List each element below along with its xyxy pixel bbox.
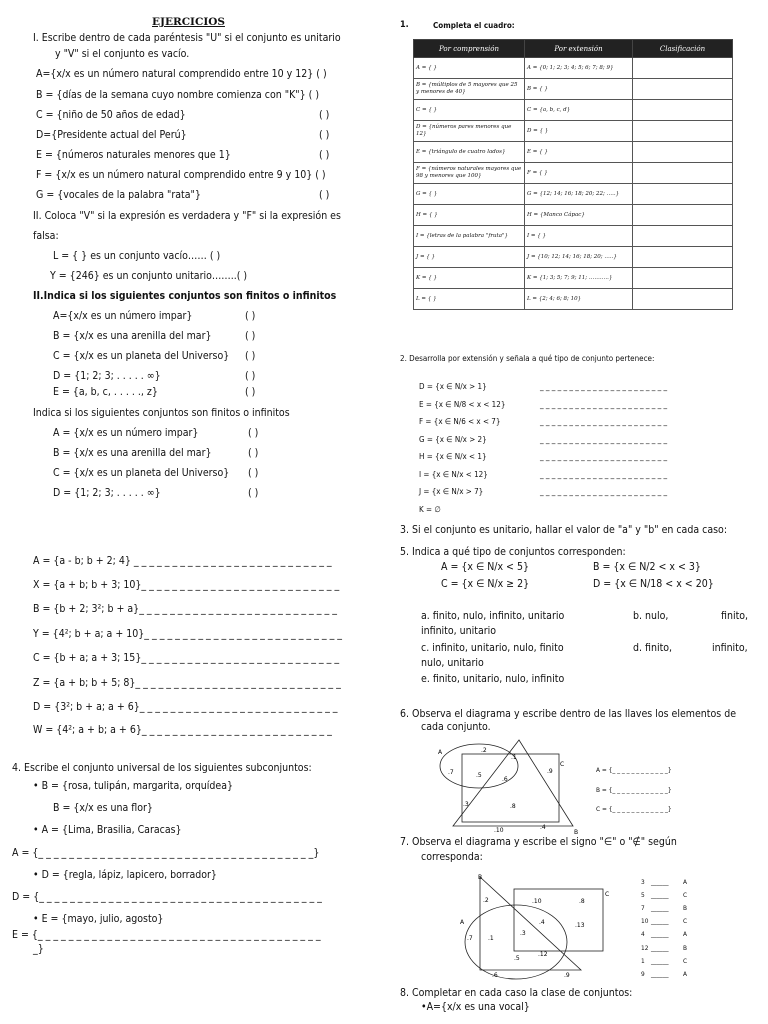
membership-number: 4 <box>641 930 645 939</box>
membership-number: 9 <box>641 969 645 978</box>
section-3-heading: II.Indica si los siguientes conjuntos son finitos o infinitos <box>33 290 337 302</box>
question-6-heading: 6. Observa el diagrama y escribe dentro de las llaves los elementos de <box>400 708 737 720</box>
section-3b-heading: Indica si los siguientes conjuntos son finitos o infinitos <box>33 407 290 419</box>
membership-set: C <box>683 891 688 900</box>
page-title: EJERCICIOS <box>152 16 225 28</box>
label-c: C <box>605 891 610 898</box>
table-header: Por extensión <box>525 40 633 58</box>
section-2-heading-cont: falsa: <box>33 230 59 242</box>
table-row <box>414 100 733 121</box>
option-a[interactable]: a. finito, nulo, infinito, unitario <box>421 610 565 622</box>
table-cell[interactable]: E = { } <box>525 142 633 163</box>
table-cell[interactable]: H = { } <box>414 205 525 226</box>
diagram-element: .13 <box>575 922 585 929</box>
finite-item: E = {a, b, c, . . . . ., z} <box>53 386 158 398</box>
table-cell[interactable]: D = {números pares menores que 12} <box>414 121 525 142</box>
answer-paren[interactable]: ( ) <box>319 189 330 201</box>
diagram-element: .4 <box>540 824 546 831</box>
table-row <box>414 247 733 268</box>
finite-item: A = {x/x es un número impar} <box>53 427 199 439</box>
membership-number: 3 <box>641 878 645 886</box>
membership-set: C <box>683 917 688 926</box>
finite-item: C = {x/x es un planeta del Universo} <box>53 467 230 479</box>
answer-line[interactable]: D = {_ _ _ _ _ _ _ _ _ _ _ _ _ _ _ _ _ _ _ _ _ _ _ _ _ _ _ _ _ _ _ _ _ _ _ _ _ <box>12 891 322 903</box>
table-cell[interactable]: H = {Manco Cápac} <box>525 205 633 226</box>
question-8-item: •A={x/x es una vocal} <box>421 1001 530 1013</box>
option-b-cont: finito, <box>721 610 749 622</box>
set-definition: A = {x ∈ N/x < 5} <box>441 561 529 573</box>
membership-set: A <box>683 878 687 886</box>
venn-diagram-q7 <box>458 872 618 984</box>
table-cell[interactable] <box>633 79 733 100</box>
answer-paren[interactable]: ( ) <box>319 109 330 121</box>
membership-set: C <box>683 956 688 965</box>
table-cell[interactable]: B = {múltiplos de 5 mayores que 25 y menores de 40} <box>414 79 525 100</box>
membership-number: 5 <box>641 891 645 900</box>
set-definition: C = {x ∈ N/x ≥ 2} <box>441 578 530 590</box>
set-definition: D = {x ∈ N/x > 1} <box>419 382 487 391</box>
section-2-heading: II. Coloca "V" si la expresión es verdadera y "F" si la expresión es <box>33 210 341 222</box>
diagram-element: .3 <box>520 930 526 937</box>
finite-item: C = {x/x es un planeta del Universo} <box>53 350 230 362</box>
table-row <box>414 226 733 247</box>
diagram-element: .9 <box>564 972 570 979</box>
table-cell[interactable]: A = {0; 1; 2; 3; 4; 5; 6; 7; 8; 9} <box>525 58 633 79</box>
answer-b[interactable]: B = {_ _ _ _ _ _ _ _ _ _ _ _} <box>596 786 672 794</box>
diagram-element: .1 <box>511 754 517 761</box>
diagram-element: .2 <box>481 747 487 754</box>
subset-item: B = {x/x es una flor} <box>53 802 153 814</box>
diagram-element: .10 <box>494 827 504 834</box>
diagram-element: .7 <box>467 935 473 942</box>
answer-paren[interactable]: ( ) <box>245 386 256 398</box>
membership-set: A <box>683 930 687 939</box>
table-cell[interactable]: C = {a, b, c, d} <box>525 100 633 121</box>
equation-line[interactable]: C = {b + a; a + 3; 15}_ _ _ _ _ _ _ _ _ _ _ _ _ _ _ _ _ _ _ _ _ _ _ _ _ _ <box>33 652 340 664</box>
diagram-element: .6 <box>502 776 508 783</box>
membership-number: 7 <box>641 904 645 913</box>
equation-line[interactable]: A = {a - b; b + 2; 4} _ _ _ _ _ _ _ _ _ _ _ _ _ _ _ _ _ _ _ _ _ _ _ _ _ _ <box>33 555 332 567</box>
answer-blank[interactable]: _ _ _ _ _ _ _ _ _ _ _ _ _ _ _ _ _ _ _ _ _ _ <box>540 434 668 444</box>
equation-line[interactable]: Y = {4²; b + a; a + 10}_ _ _ _ _ _ _ _ _ _ _ _ _ _ _ _ _ _ _ _ _ _ _ _ _ _ <box>33 628 343 640</box>
set-c-rect <box>514 889 603 951</box>
option-b[interactable]: b. nulo, <box>633 610 669 622</box>
table-cell[interactable]: I = { } <box>525 226 633 247</box>
table-cell[interactable] <box>633 268 733 289</box>
table-cell[interactable]: G = {12; 14; 16; 18; 20; 22; …..} <box>525 184 633 205</box>
item-line: C = {niño de 50 años de edad} <box>36 109 186 121</box>
question-5-heading: 5. Indica a qué tipo de conjuntos corresponden: <box>400 546 626 558</box>
table-cell[interactable] <box>633 289 733 310</box>
table-cell[interactable] <box>633 247 733 268</box>
membership-set: A <box>683 969 687 978</box>
finite-item: A={x/x es un número impar} <box>53 310 193 322</box>
subset-item: • E = {mayo, julio, agosto} <box>33 913 164 925</box>
set-definition: H = {x ∈ N/x < 1} <box>419 452 487 461</box>
table-cell[interactable]: F = {números naturales mayores que 98 y menores que 100} <box>414 163 525 184</box>
label-b: B <box>574 829 579 836</box>
set-definition: K = ∅ <box>419 504 441 514</box>
set-definition: J = {x ∈ N/x > 7} <box>419 487 484 496</box>
table-cell[interactable]: L = {2; 4; 6; 8; 10} <box>525 289 633 310</box>
question-7-heading-cont: corresponda: <box>421 851 483 863</box>
answer-blank[interactable]: _ _ _ _ _ _ _ _ _ _ _ _ _ _ _ _ _ _ _ _ _ _ <box>540 382 668 391</box>
set-definition: D = {x ∈ N/18 < x < 20} <box>593 578 714 590</box>
diagram-element: .9 <box>547 768 553 775</box>
table-row <box>414 163 733 184</box>
answer-paren[interactable]: ( ) <box>245 310 256 322</box>
table-cell[interactable]: B = { } <box>525 79 633 100</box>
table-cell[interactable]: D = { } <box>525 121 633 142</box>
membership-number: 1 <box>641 956 645 965</box>
answer-paren[interactable]: ( ) <box>245 350 256 362</box>
table-row <box>414 121 733 142</box>
diagram-element: .12 <box>538 951 548 958</box>
label-b: B <box>478 874 483 881</box>
diagram-element: .6 <box>492 972 498 979</box>
item-line: G = {vocales de la palabra "rata"} <box>36 189 201 201</box>
section-1-heading-cont: y "V" si el conjunto es vacío. <box>55 48 190 60</box>
table-cell[interactable] <box>633 58 733 79</box>
answer-blank[interactable]: _ _ _ _ _ _ _ _ _ _ _ _ _ _ _ _ _ _ _ _ _ _ <box>540 469 668 479</box>
set-definition: G = {x ∈ N/x > 2} <box>419 434 487 444</box>
answer-blank[interactable]: ______ <box>651 904 669 913</box>
diagram-element: .8 <box>510 803 516 810</box>
classification-table <box>413 39 733 310</box>
membership-number: 10 <box>641 917 649 926</box>
table-header: Clasificación <box>633 40 733 58</box>
table-cell[interactable]: L = { } <box>414 289 525 310</box>
label-c: C <box>560 761 565 768</box>
table-cell[interactable] <box>633 142 733 163</box>
table-cell[interactable]: F = { } <box>525 163 633 184</box>
option-c[interactable]: c. infinito, unitario, nulo, finito <box>421 642 564 654</box>
option-d[interactable]: d. finito, <box>633 642 673 654</box>
question-3-heading: 3. Si el conjunto es unitario, hallar el valor de "a" y "b" en cada caso: <box>400 524 728 536</box>
question-1-number: 1. <box>400 20 409 30</box>
finite-item: D = {1; 2; 3; . . . . . ∞} <box>53 370 161 382</box>
equation-line[interactable]: B = {b + 2; 3²; b + a}_ _ _ _ _ _ _ _ _ _ _ _ _ _ _ _ _ _ _ _ _ _ _ _ _ _ <box>33 603 337 615</box>
option-e[interactable]: e. finito, unitario, nulo, infinito <box>421 673 565 685</box>
membership-set: B <box>683 904 688 913</box>
question-2-heading: 2. Desarrolla por extensión y señala a qué tipo de conjunto pertenece: <box>400 354 655 363</box>
answer-paren[interactable]: ( ) <box>248 487 259 499</box>
table-cell[interactable] <box>633 163 733 184</box>
item-line: Y = {246} es un conjunto unitario……..( ) <box>50 270 248 282</box>
table-row <box>414 289 733 310</box>
membership-number: 12 <box>641 943 649 952</box>
diagram-element: .8 <box>579 898 585 905</box>
equation-line[interactable]: Z = {a + b; b + 5; 8}_ _ _ _ _ _ _ _ _ _ _ _ _ _ _ _ _ _ _ _ _ _ _ _ _ _ _ <box>33 677 341 689</box>
diagram-element: .1 <box>488 935 494 942</box>
equation-line[interactable]: X = {a + b; b + 3; 10}_ _ _ _ _ _ _ _ _ _ _ _ _ _ _ _ _ _ _ _ _ _ _ _ _ _ <box>33 579 340 591</box>
table-cell[interactable]: E = {triángulo de cuatro lados} <box>414 142 525 163</box>
diagram-element: .2 <box>483 897 489 904</box>
answer-blank[interactable]: ______ <box>651 930 669 939</box>
equation-line[interactable]: W = {4²; a + b; a + 6}_ _ _ _ _ _ _ _ _ _ _ _ _ _ _ _ _ _ _ _ _ _ _ _ _ <box>33 724 332 736</box>
answer-paren[interactable]: ( ) <box>245 370 256 382</box>
table-cell[interactable]: I = {letras de la palabra "fruta"} <box>414 226 525 247</box>
table-cell[interactable]: J = { } <box>414 247 525 268</box>
answer-paren[interactable]: ( ) <box>248 467 259 479</box>
set-definition: B = {x ∈ N/2 < x < 3} <box>593 561 701 573</box>
item-line: B = {días de la semana cuyo nombre comienza con "K"} ( ) <box>36 89 320 101</box>
finite-item: B = {x/x es una arenilla del mar} <box>53 330 212 342</box>
table-cell[interactable]: K = {1; 3; 5; 7; 9; 11; ………..} <box>525 268 633 289</box>
answer-paren[interactable]: ( ) <box>319 129 330 141</box>
answer-blank[interactable]: ______ <box>651 891 669 900</box>
label-a: A <box>438 749 443 756</box>
venn-diagram-q6 <box>432 736 582 836</box>
diagram-element: .5 <box>514 955 520 962</box>
answer-blank[interactable]: _ _ _ _ _ _ _ _ _ _ _ _ _ _ _ _ _ _ _ _ _ _ <box>540 417 668 426</box>
table-cell[interactable]: G = { } <box>414 184 525 205</box>
answer-blank[interactable]: _ _ _ _ _ _ _ _ _ _ _ _ _ _ _ _ _ _ _ _ _ _ <box>540 399 668 409</box>
item-line: F = {x/x es un número natural comprendido entre 9 y 10} ( ) <box>36 169 326 181</box>
item-line: L = { } es un conjunto vacío…… ( ) <box>53 250 221 262</box>
question-7-heading: 7. Observa el diagrama y escribe el signo "∈" o "∉" según <box>400 836 677 848</box>
answer-c[interactable]: C = {_ _ _ _ _ _ _ _ _ _ _ _} <box>596 805 672 813</box>
answer-blank[interactable]: _ _ _ _ _ _ _ _ _ _ _ _ _ _ _ _ _ _ _ _ _ _ <box>540 487 668 496</box>
option-a-cont: infinito, unitario <box>421 625 497 637</box>
set-definition: F = {x ∈ N/6 < x < 7} <box>419 417 501 426</box>
answer-paren[interactable]: ( ) <box>319 149 330 161</box>
table-cell[interactable] <box>633 184 733 205</box>
table-row <box>414 142 733 163</box>
answer-line[interactable]: A = {_ _ _ _ _ _ _ _ _ _ _ _ _ _ _ _ _ _ _ _ _ _ _ _ _ _ _ _ _ _ _ _ _ _ _ _} <box>12 847 320 859</box>
equation-line[interactable]: D = {3²; b + a; a + 6}_ _ _ _ _ _ _ _ _ _ _ _ _ _ _ _ _ _ _ _ _ _ _ _ _ _ <box>33 701 338 713</box>
table-row <box>414 79 733 100</box>
diagram-element: .3 <box>463 801 469 808</box>
table-cell[interactable]: J = {10; 12; 14; 16; 18; 20; …..} <box>525 247 633 268</box>
answer-blank[interactable]: _ _ _ _ _ _ _ _ _ _ _ _ _ _ _ _ _ _ _ _ _ _ <box>540 452 668 461</box>
membership-set: B <box>683 943 688 952</box>
answer-blank[interactable]: ______ <box>651 917 669 926</box>
table-row <box>414 184 733 205</box>
label-a: A <box>460 919 465 926</box>
table-row <box>414 58 733 79</box>
answer-line[interactable]: E = {_ _ _ _ _ _ _ _ _ _ _ _ _ _ _ _ _ _ _ _ _ _ _ _ _ _ _ _ _ _ _ _ _ _ _ _ _ <box>12 929 321 941</box>
question-1-heading: Completa el cuadro: <box>433 21 515 30</box>
option-c-cont: nulo, unitario <box>421 657 484 669</box>
set-b-triangle <box>453 740 573 826</box>
table-cell[interactable] <box>633 121 733 142</box>
subset-item: • D = {regla, lápiz, lapicero, borrador} <box>33 869 217 881</box>
subset-item: • B = {rosa, tulipán, margarita, orquídea} <box>33 780 233 792</box>
answer-line-end: _} <box>33 943 44 955</box>
diagram-element: .4 <box>539 919 545 926</box>
subset-item: • A = {Lima, Brasilia, Caracas} <box>33 824 182 836</box>
option-d-cont: infinito, <box>712 642 748 654</box>
answer-paren[interactable]: ( ) <box>245 330 256 342</box>
answer-a[interactable]: A = {_ _ _ _ _ _ _ _ _ _ _ _} <box>596 766 672 774</box>
diagram-element: .10 <box>532 898 542 905</box>
table-cell[interactable] <box>633 205 733 226</box>
finite-item: D = {1; 2; 3; . . . . . ∞} <box>53 487 161 499</box>
item-line: A={x/x es un número natural comprendido entre 10 y 12} ( ) <box>36 68 327 80</box>
table-cell[interactable] <box>633 100 733 121</box>
finite-item: B = {x/x es una arenilla del mar} <box>53 447 212 459</box>
answer-paren[interactable]: ( ) <box>248 427 259 439</box>
table-cell[interactable]: K = { } <box>414 268 525 289</box>
table-row <box>414 268 733 289</box>
diagram-element: .5 <box>476 772 482 779</box>
item-line: E = {números naturales menores que 1} <box>36 149 231 161</box>
answer-blank[interactable]: ______ <box>651 969 669 978</box>
section-1-heading: I. Escribe dentro de cada paréntesis "U" si el conjunto es unitario <box>33 32 341 44</box>
answer-paren[interactable]: ( ) <box>248 447 259 459</box>
answer-blank[interactable]: ______ <box>651 878 669 886</box>
diagram-element: .7 <box>448 769 454 776</box>
set-definition: I = {x ∈ N/x < 12} <box>419 469 488 479</box>
answer-blank[interactable]: ______ <box>651 943 669 952</box>
table-row <box>414 205 733 226</box>
table-cell[interactable] <box>633 226 733 247</box>
question-6-heading-cont: cada conjunto. <box>421 721 491 733</box>
question-8-heading: 8. Completar en cada caso la clase de conjuntos: <box>400 987 633 999</box>
item-line: D={Presidente actual del Perú} <box>36 129 187 141</box>
table-header: Por comprensión <box>414 40 525 58</box>
table-cell[interactable]: C = { } <box>414 100 525 121</box>
section-4-heading: 4. Escribe el conjunto universal de los siguientes subconjuntos: <box>12 762 312 774</box>
set-b-triangle <box>480 877 581 970</box>
table-cell[interactable]: A = { } <box>414 58 525 79</box>
set-definition: E = {x ∈ N/8 < x < 12} <box>419 399 506 409</box>
answer-blank[interactable]: ______ <box>651 956 669 965</box>
